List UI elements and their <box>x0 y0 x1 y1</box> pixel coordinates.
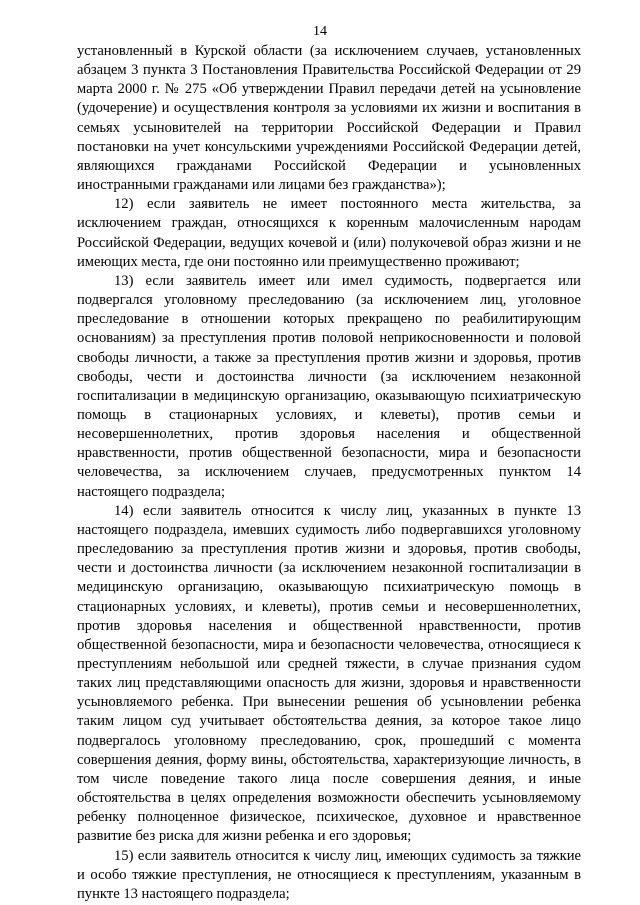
document-body <box>77 42 581 904</box>
paragraph-continuation: установленный в Курской области (за исключением случаев, установленных абзацем 3 пункта 3 Постановления Правительства Российской Федерации от 29 марта 2000 г. № 275 «Об утверждении Правил передачи детей на усыновление (удочерение) и осуществления контроля за условиями их жизни и воспитания в семьях усыновителей на территории Российской Федерации и Правил постановки на учет консульскими учреждениями Российской Федерации детей, являющихся гражданами Российской Федерации и усыновленных иностранными гражданами или лицами без гражданства»); <box>77 43 581 194</box>
paragraph-item-13: 13) если заявитель имеет или имел судимость, подвергается или подвергался уголовному преследованию (за исключением лиц, уголовное преследование в отношении которых прекращено по реабилитирующим основаниям) за преступления против половой неприкосновенности и половой свободы личности, а также за преступления против жизни и здоровья, против свободы, чести и достоинства личности (за исключением незаконной госпитализации в медицинскую организацию, оказывающую психиатрическую помощь в стационарных условиях, и клеветы), против семьи и несовершеннолетних, против здоровья населения и общественной нравственности, против общественной безопасности, мира и безопасности человечества, за исключением случаев, предусмотренных пунктом 14 настоящего подраздела; <box>77 272 581 500</box>
paragraph-item-12: 12) если заявитель не имеет постоянного места жительства, за исключением граждан, относящихся к коренным малочисленным народам Российской Федерации, ведущих кочевой и (или) полукочевой образ жизни и не имеющих места, где они постоянно или преимущественно проживают; <box>77 196 581 270</box>
paragraph-item-14: 14) если заявитель относится к числу лиц, указанных в пункте 13 настоящего подраздела, имевших судимость либо подвергавшихся уголовному преследованию за преступления против жизни и здоровья, против свободы, чести и достоинства личности (за исключением незаконной госпитализации в медицинскую организацию, оказывающую психиатрическую помощь в стационарных условиях, и клеветы), против семьи и несовершеннолетних, против здоровья населения и общественной нравственности, против общественной безопасности, мира и безопасности человечества, относящиеся к преступлениям небольшой или средней тяжести, в случае признания судом таких лиц представляющими опасность для жизни, здоровья и нравственности усыновляемого ребенка. При вынесении решения об усыновлении ребенка таким лицом суд учитывает обстоятельства деяния, за которое такое лицо подвергалось уголовному преследованию, срок, прошедший с момента совершения деяния, форму вины, обстоятельства, характеризующие личность, в том числе поведение такого лица после совершения деяния, и иные обстоятельства в целях определения возможности обеспечить усыновляемому ребенку полноценное физическое, психическое, духовное и нравственное развитие без риска для жизни ребенка и его здоровья; <box>77 502 581 845</box>
page-number: 14 <box>313 24 327 39</box>
paragraph-item-15: 15) если заявитель относится к числу лиц, имеющих судимость за тяжкие и особо тяжкие преступления, не относящиеся к преступлениям, указанным в пункте 13 настоящего подраздела; <box>77 847 581 902</box>
